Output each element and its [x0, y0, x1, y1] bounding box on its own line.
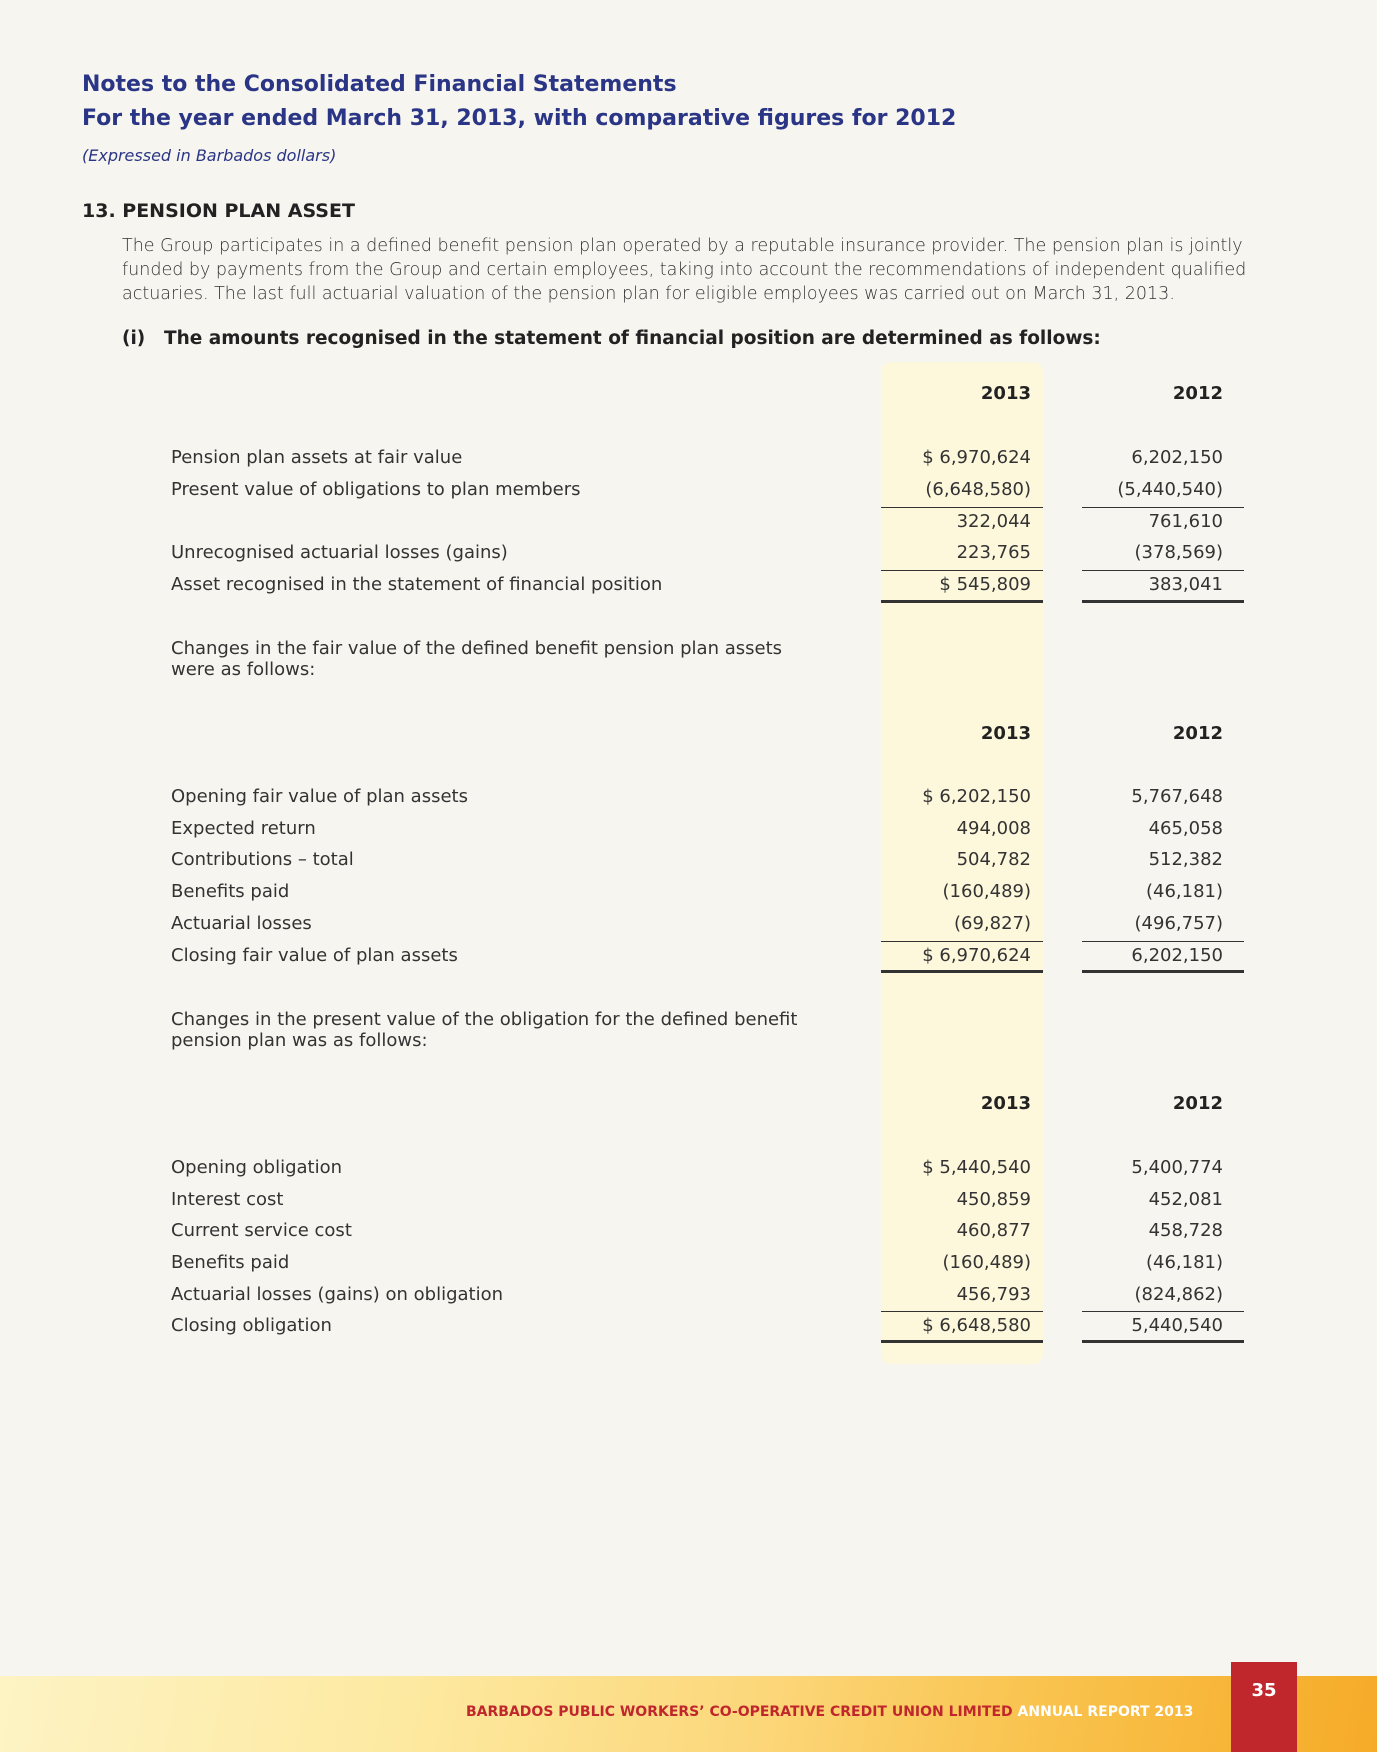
table1-row-2013: (6,648,580) — [925, 479, 1031, 500]
table2-row-label: Actuarial losses — [171, 913, 312, 934]
table3-row-2012: 5,440,540 — [1131, 1315, 1223, 1336]
table2-row-2012: (46,181) — [1145, 881, 1223, 902]
table1-row-2013: 322,044 — [956, 511, 1031, 532]
table3-total-rule-2013 — [881, 1311, 1043, 1312]
table2-total-rule-2013 — [881, 941, 1043, 942]
table2-row-2013: $ 6,970,624 — [922, 945, 1031, 966]
table1-row-2012: (378,569) — [1134, 542, 1223, 563]
table3-row-label: Closing obligation — [171, 1315, 332, 1336]
table3-row-label: Opening obligation — [171, 1157, 343, 1178]
table3-year-2013: 2013 — [980, 1093, 1031, 1114]
table3-row-2012: 458,728 — [1148, 1220, 1223, 1241]
table3-row-2012: (824,862) — [1134, 1284, 1223, 1305]
table2-double-rule-2012 — [1082, 970, 1244, 973]
table1-subtotal-rule-2012 — [1082, 507, 1244, 508]
subsection-heading — [122, 328, 1101, 349]
table2-row-2013: (69,827) — [953, 913, 1031, 934]
table3-row-2012: (46,181) — [1145, 1252, 1223, 1273]
subsection-title: The amounts recognised in the statement of financial position are determined as follows: — [164, 328, 1101, 349]
table3-double-rule-2013 — [881, 1340, 1043, 1343]
table3-year-2012: 2012 — [1172, 1093, 1223, 1114]
table1-total-rule-2013 — [881, 570, 1043, 571]
table3-row-label: Current service cost — [171, 1220, 352, 1241]
table3-row-label: Interest cost — [171, 1189, 284, 1210]
table2-row-2012: 6,202,150 — [1131, 945, 1223, 966]
table3-row-label: Benefits paid — [171, 1252, 290, 1273]
table2-row-2012: 512,382 — [1148, 849, 1223, 870]
table3-row-2013: $ 6,648,580 — [922, 1315, 1031, 1336]
page-subtitle: For the year ended March 31, 2013, with comparative figures for 2012 — [82, 106, 957, 131]
page-number-box — [1231, 1662, 1297, 1752]
table2-row-label: Opening fair value of plan assets — [171, 786, 468, 807]
table3-intro — [171, 1009, 797, 1051]
table2-row-2012: 5,767,648 — [1131, 786, 1223, 807]
footer-report: ANNUAL REPORT 2013 — [1017, 1704, 1194, 1720]
table1-row-2012: 6,202,150 — [1131, 447, 1223, 468]
table1-row-2013: 223,765 — [956, 542, 1031, 563]
subsection-number: (i) — [122, 328, 146, 349]
table2-total-rule-2012 — [1082, 941, 1244, 942]
table2-year-2013: 2013 — [980, 723, 1031, 744]
table1-row-label: Asset recognised in the statement of financial position — [171, 574, 663, 595]
footer-org: BARBADOS PUBLIC WORKERS’ CO-OPERATIVE CREDIT UNION LIMITED — [466, 1704, 1013, 1720]
table3-double-rule-2012 — [1082, 1340, 1244, 1343]
table2-intro-line: were as follows: — [171, 659, 316, 680]
table2-intro-line: Changes in the fair value of the defined benefit pension plan assets — [171, 638, 782, 659]
table3-intro-line: Changes in the present value of the obligation for the defined benefit — [171, 1009, 798, 1030]
table3-total-rule-2012 — [1082, 1311, 1244, 1312]
table3-row-2012: 5,400,774 — [1131, 1157, 1223, 1178]
table3-row-2013: 450,859 — [956, 1189, 1031, 1210]
table2-row-label: Benefits paid — [171, 881, 290, 902]
table1-double-rule-2012 — [1082, 600, 1244, 603]
table3-intro-line: pension plan was as follows: — [171, 1030, 428, 1051]
table2-row-2013: $ 6,202,150 — [922, 786, 1031, 807]
table1-row-2013: $ 545,809 — [939, 574, 1031, 595]
table2-row-2013: 494,008 — [956, 818, 1031, 839]
table3-row-2013: (160,489) — [942, 1252, 1031, 1273]
table1-year-2012: 2012 — [1172, 383, 1223, 404]
table2-year-2012: 2012 — [1172, 723, 1223, 744]
table1-row-label: Unrecognised actuarial losses (gains) — [171, 542, 508, 563]
table1-subtotal-rule-2013 — [881, 507, 1043, 508]
table1-total-rule-2012 — [1082, 570, 1244, 571]
footer-text — [466, 1704, 1193, 1720]
table1-row-2013: $ 6,970,624 — [922, 447, 1031, 468]
table3-row-2013: $ 5,440,540 — [922, 1157, 1031, 1178]
table2-row-label: Closing fair value of plan assets — [171, 945, 458, 966]
table2-row-label: Expected return — [171, 818, 316, 839]
table1-row-2012: 761,610 — [1148, 511, 1223, 532]
section-title: 13. PENSION PLAN ASSET — [82, 200, 355, 222]
table2-row-2013: 504,782 — [956, 849, 1031, 870]
table1-row-label: Pension plan assets at fair value — [171, 447, 463, 468]
table1-row-2012: (5,440,540) — [1117, 479, 1223, 500]
table1-double-rule-2013 — [881, 600, 1043, 603]
table3-row-2013: 456,793 — [956, 1284, 1031, 1305]
table2-double-rule-2013 — [881, 970, 1043, 973]
table3-row-label: Actuarial losses (gains) on obligation — [171, 1284, 504, 1305]
table2-row-2012: (496,757) — [1134, 913, 1223, 934]
table3-row-2013: 460,877 — [956, 1220, 1031, 1241]
section-paragraph: The Group participates in a defined benefit pension plan operated by a reputable insurance provider. The pension plan is jointly funded by payments from the Group and certain employees, taking into account the recommendations of independent qualified actuaries. The last full actuarial valuation of the pension plan for eligible employees was carried out on March 31, 2013. — [122, 236, 1247, 304]
table2-row-2013: (160,489) — [942, 881, 1031, 902]
page-title: Notes to the Consolidated Financial Statements — [82, 72, 677, 97]
currency-note: (Expressed in Barbados dollars) — [82, 146, 337, 165]
table2-row-2012: 465,058 — [1148, 818, 1223, 839]
table1-year-2013: 2013 — [980, 383, 1031, 404]
table1-row-2012: 383,041 — [1148, 574, 1223, 595]
page-number: 35 — [1251, 1680, 1277, 1701]
table3-row-2012: 452,081 — [1148, 1189, 1223, 1210]
table2-intro — [171, 638, 782, 680]
table2-row-label: Contributions – total — [171, 849, 354, 870]
table1-row-label: Present value of obligations to plan members — [171, 479, 581, 500]
